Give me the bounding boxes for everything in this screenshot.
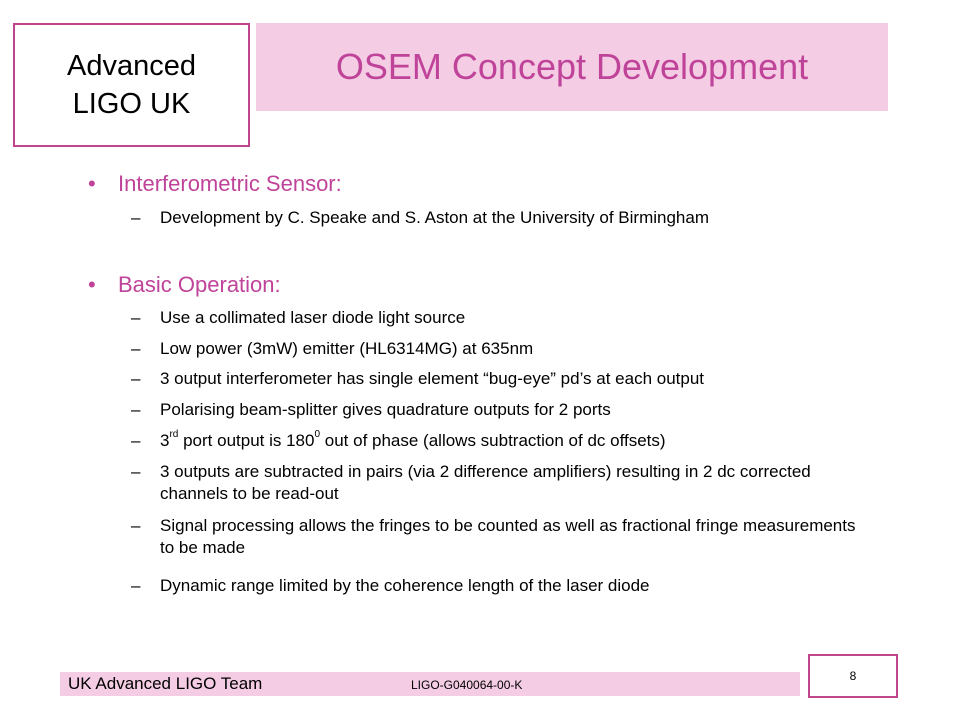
sub-dash: – (131, 308, 141, 327)
bullet-dot: • (88, 272, 96, 297)
page-number: 8 (849, 669, 857, 683)
sub-dash: – (131, 208, 141, 227)
sub-item-text: Use a collimated laser diode light source (160, 308, 466, 327)
footer-doc-id: LIGO-G040064-00-K (411, 678, 523, 692)
sub-dash: – (131, 576, 141, 595)
superscript-rd: rd (169, 429, 179, 441)
sub-item-text: 3 outputs are subtracted in pairs (via 2 difference amplifiers) resulting in 2 dc corrected channels to be read-out (160, 462, 811, 503)
superscript-degree: 0 (314, 429, 321, 441)
slide-title: OSEM Concept Development (335, 46, 809, 87)
sub-item-text: Dynamic range limited by the coherence length of the laser diode (160, 576, 650, 595)
sub-dash: – (131, 462, 141, 481)
sub-dash: – (131, 369, 141, 388)
sub-item-text: Polarising beam-splitter gives quadrature outputs for 2 ports (160, 400, 611, 419)
bullet-dot: • (88, 171, 96, 196)
title-band (256, 23, 888, 111)
sub-item-text: Signal processing allows the fringes to be counted as well as fractional fringe measurements to be made (160, 516, 856, 557)
page-number-box (808, 654, 898, 698)
bullet-heading: Interferometric Sensor: (118, 171, 342, 196)
sub-item-text: Low power (3mW) emitter (HL6314MG) at 635nm (160, 339, 534, 358)
bullet-heading: Basic Operation: (118, 272, 281, 297)
sub-item-text: 3 output interferometer has single element “bug-eye” pd’s at each output (160, 369, 705, 388)
footer-team: UK Advanced LIGO Team (68, 674, 263, 693)
sub-dash: – (131, 400, 141, 419)
sub-item-text: 3rd port output is $180^0$ out of phase (allows subtraction of dc offsets) (160, 429, 666, 450)
logo-box (13, 23, 250, 147)
sub-dash: – (131, 431, 141, 450)
sub-dash: – (131, 339, 141, 358)
sub-dash: – (131, 516, 141, 535)
logo-line-1: Advanced (67, 50, 196, 82)
logo-line-2: LIGO UK (72, 88, 191, 120)
sub-item-text: Development by C. Speake and S. Aston at the University of Birmingham (160, 208, 709, 227)
